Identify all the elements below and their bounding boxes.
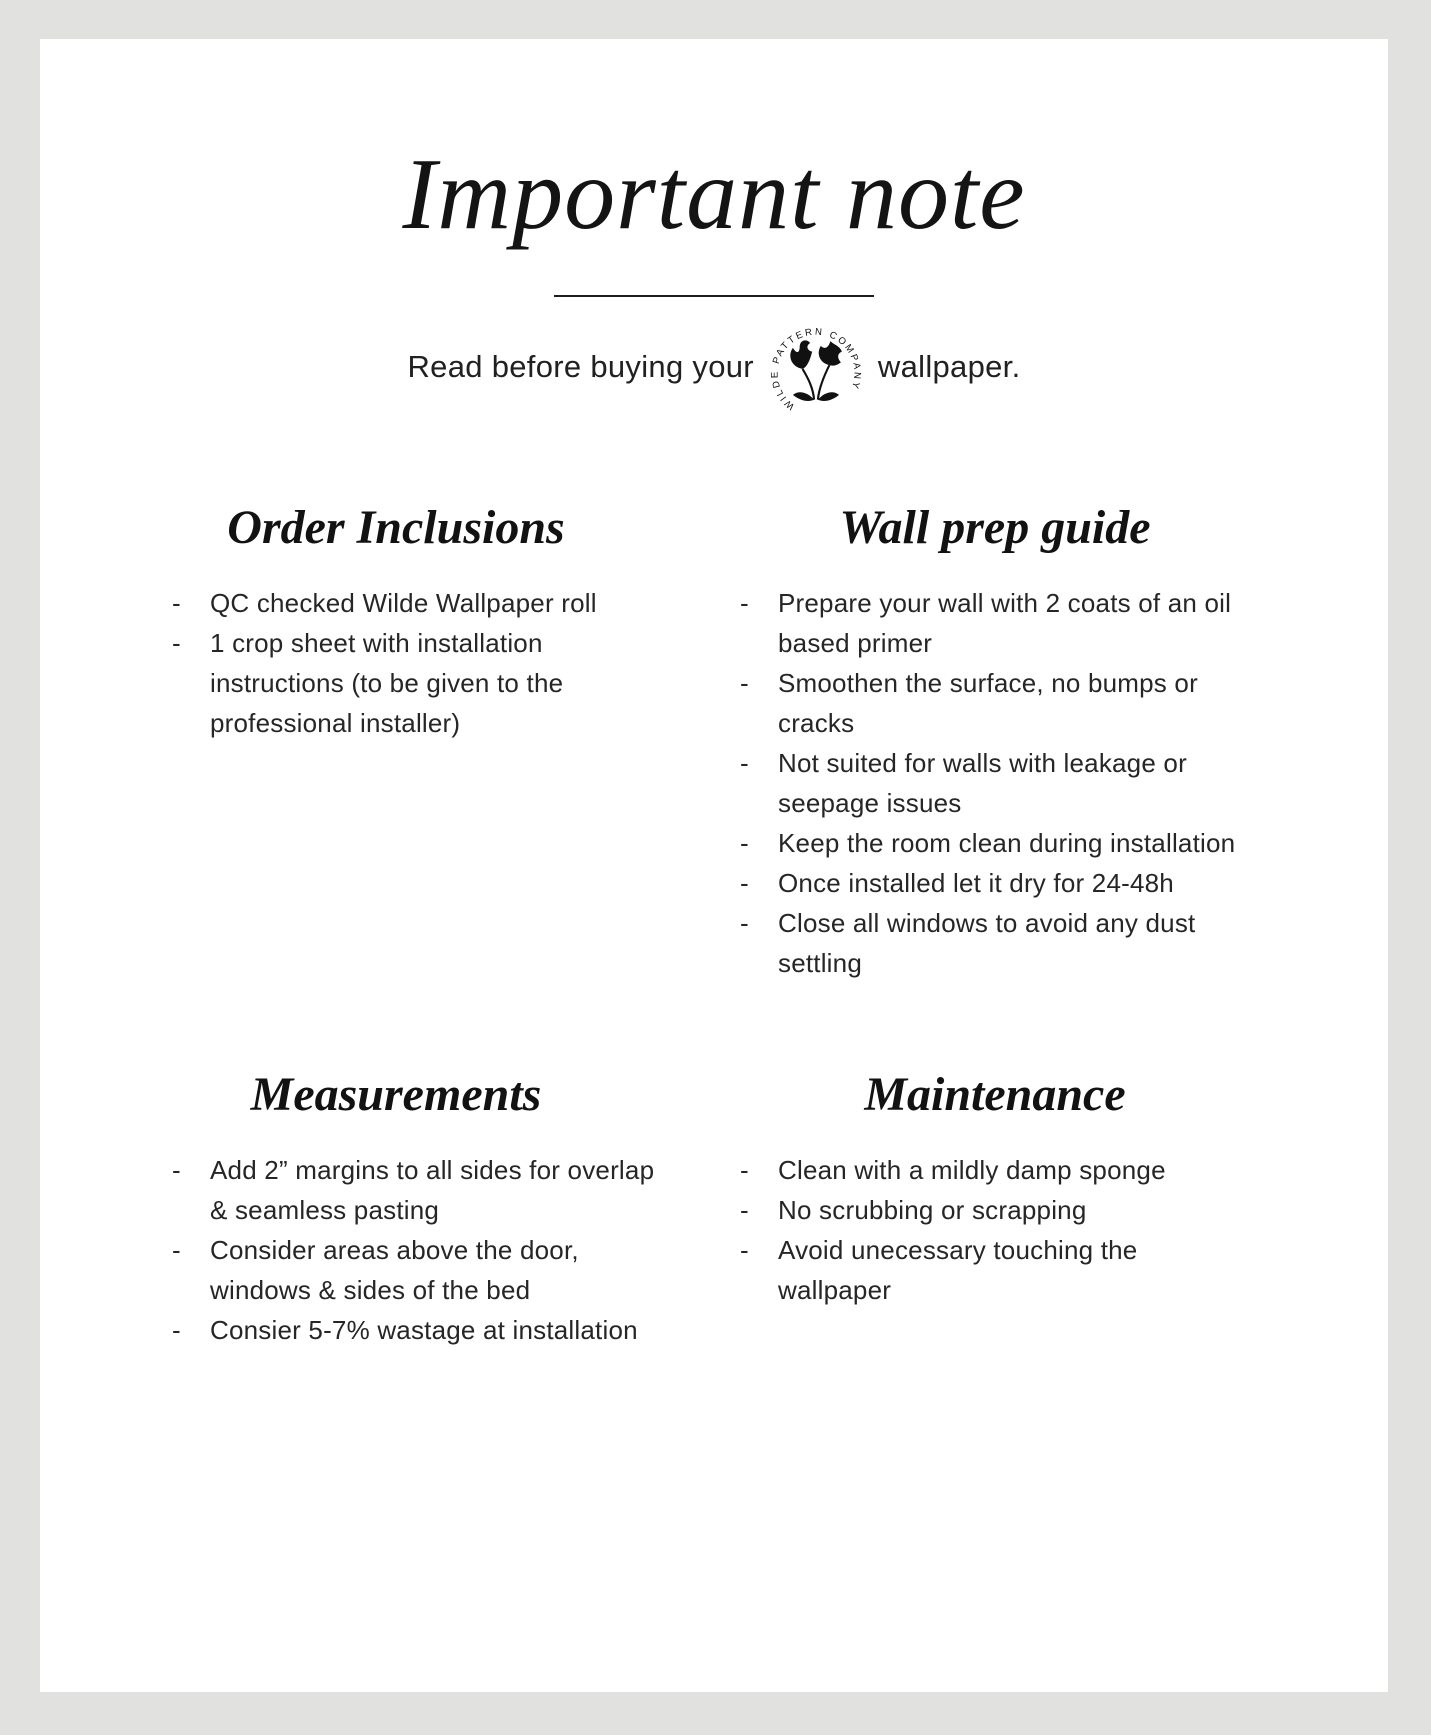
list-item — [740, 823, 1250, 863]
list-item-marker: - — [740, 668, 749, 699]
list-item-text: No scrubbing or scrapping — [778, 1195, 1087, 1226]
list-item-marker: - — [740, 1235, 749, 1266]
list-item-marker: - — [740, 868, 749, 899]
list-item-text: Clean with a mildly damp sponge — [778, 1155, 1166, 1186]
section-title: Measurements — [250, 1068, 542, 1122]
subtitle-text-after: wallpaper. — [877, 349, 1021, 385]
title-divider — [554, 295, 874, 297]
list-item-text: Close all windows to avoid any dust settling — [778, 908, 1196, 979]
svg-text:WILDE PATTERN COMPANY — [769, 327, 862, 412]
subtitle — [40, 319, 1388, 415]
list-item-marker: - — [172, 1155, 181, 1186]
list-item-text: 1 crop sheet with installation instructions (to be given to the professional installer) — [210, 628, 564, 739]
list-item-marker: - — [740, 1195, 749, 1226]
list-item — [740, 1190, 1250, 1230]
bullet-list — [740, 1150, 1250, 1310]
list-item-marker: - — [172, 588, 181, 619]
section-title: Order Inclusions — [227, 501, 565, 555]
list-item-text: Avoid unecessary touching the wallpaper — [778, 1235, 1138, 1306]
note-card — [40, 39, 1388, 1692]
list-item-text: Once installed let it dry for 24-48h — [778, 868, 1174, 899]
logo-flower-icon — [790, 341, 842, 402]
list-item-text: Keep the room clean during installation — [778, 828, 1236, 859]
list-item — [172, 1230, 660, 1310]
list-item-text: Smoothen the surface, no bumps or cracks — [778, 668, 1198, 739]
list-item-text: Prepare your wall with 2 coats of an oil based primer — [778, 588, 1232, 659]
list-item — [740, 743, 1250, 823]
bullet-list — [740, 583, 1250, 983]
list-item-marker: - — [172, 1235, 181, 1266]
list-item-text: Consier 5-7% wastage at installation — [210, 1315, 638, 1346]
list-item-text: Not suited for walls with leakage or seepage issues — [778, 748, 1187, 819]
list-item — [172, 583, 660, 623]
list-item — [740, 1150, 1250, 1190]
section-title: Wall prep guide — [839, 501, 1151, 555]
brand-stamp-logo — [768, 319, 864, 415]
subtitle-text-before: Read before buying your — [407, 349, 754, 385]
list-item — [172, 623, 660, 743]
list-item-marker: - — [172, 1315, 181, 1346]
list-item-marker: - — [172, 628, 181, 659]
list-item — [172, 1310, 660, 1350]
list-item-text: Add 2” margins to all sides for overlap & seamless pasting — [210, 1155, 655, 1226]
section-maintenance — [740, 1067, 1250, 1350]
list-item — [740, 583, 1250, 663]
section-measurements — [172, 1067, 660, 1350]
section-order-inclusions — [172, 500, 660, 983]
bullet-list — [172, 1150, 660, 1350]
list-item — [740, 1230, 1250, 1310]
list-item-text: QC checked Wilde Wallpaper roll — [210, 588, 597, 619]
section-wall-prep-guide — [740, 500, 1250, 983]
list-item-marker: - — [740, 908, 749, 939]
bullet-list — [172, 583, 660, 743]
section-title: Maintenance — [864, 1068, 1126, 1122]
list-item — [740, 663, 1250, 743]
list-item-marker: - — [740, 1155, 749, 1186]
page-title: Important note — [402, 138, 1026, 251]
list-item-marker: - — [740, 748, 749, 779]
list-item — [740, 863, 1250, 903]
list-item — [172, 1150, 660, 1230]
list-item — [740, 903, 1250, 983]
list-item-text: Consider areas above the door, windows & sides of the bed — [210, 1235, 579, 1306]
list-item-marker: - — [740, 588, 749, 619]
list-item-marker: - — [740, 828, 749, 859]
logo-ring-text: WILDE PATTERN COMPANY — [769, 326, 863, 412]
sections-grid — [172, 500, 1388, 1350]
